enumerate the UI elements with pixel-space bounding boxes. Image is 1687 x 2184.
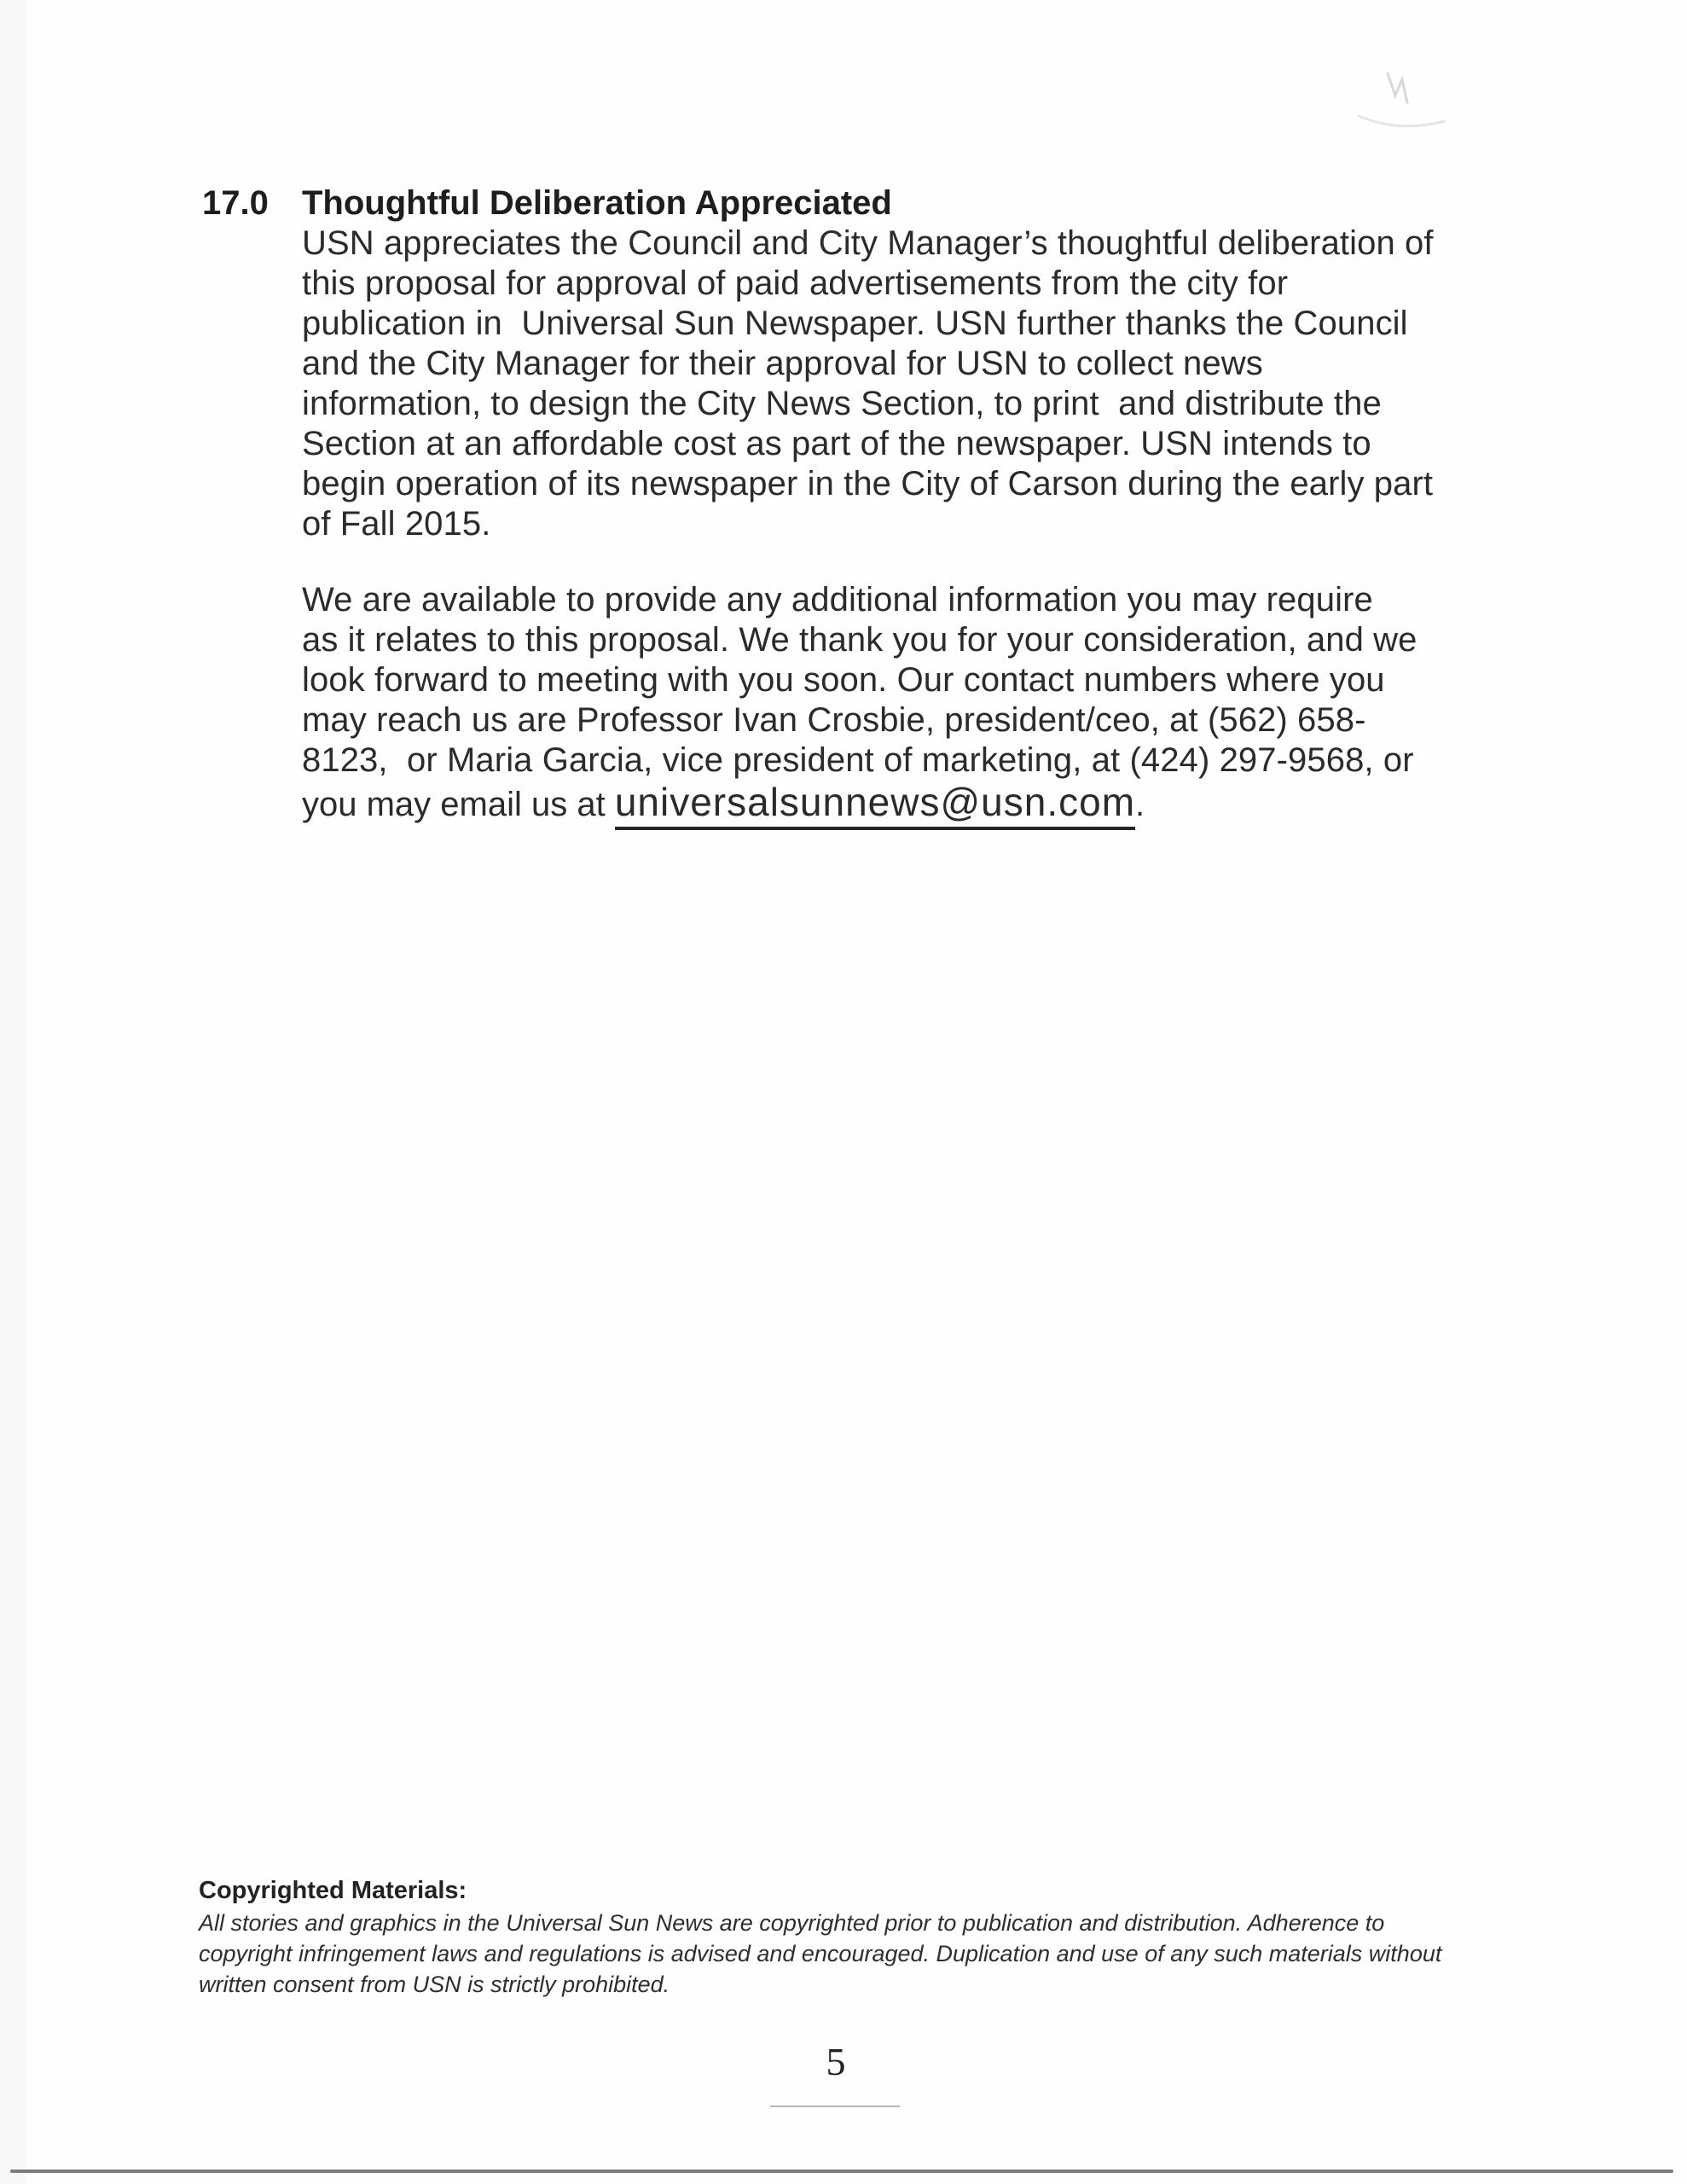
text-line: Section at an affordable cost as part of the newspaper. USN intends to bbox=[302, 425, 1371, 462]
text-line: written consent from USN is strictly prohibited. bbox=[199, 1972, 670, 1997]
section-number: 17.0 bbox=[202, 184, 269, 222]
text-line: of Fall 2015. bbox=[302, 505, 491, 543]
paragraph-1 bbox=[302, 224, 1434, 544]
text-line: information, to design the City News Section, to print and distribute the bbox=[302, 385, 1382, 422]
text-line: USN appreciates the Council and City Manager’s thoughtful deliberation of bbox=[302, 224, 1434, 262]
text-line: this proposal for approval of paid advertisements from the city for bbox=[302, 264, 1289, 302]
copyright-text bbox=[199, 1908, 1444, 2000]
copyright-heading: Copyrighted Materials: bbox=[199, 1877, 467, 1904]
scan-edge-shade bbox=[0, 0, 26, 2184]
copyright-block bbox=[199, 1873, 1444, 2000]
text-line: All stories and graphics in the Universal Sun News are copyrighted prior to publication and distribution. Adherence to bbox=[199, 1910, 1385, 1936]
email-line-suffix: . bbox=[1135, 786, 1145, 823]
text-line: begin operation of its newspaper in the City of Carson during the early part bbox=[302, 465, 1434, 502]
section-heading bbox=[202, 183, 892, 224]
page-number-underline bbox=[770, 2106, 900, 2107]
text-line: We are available to provide any additional information you may require bbox=[302, 581, 1373, 619]
text-line: look forward to meeting with you soon. Our contact numbers where you bbox=[302, 661, 1385, 699]
paragraph-2 bbox=[302, 580, 1417, 781]
email-address: universalsunnews@usn.com bbox=[615, 780, 1135, 830]
text-line: publication in Universal Sun Newspaper. USN further thanks the Council bbox=[302, 305, 1408, 342]
email-line-prefix: you may email us at bbox=[302, 786, 615, 823]
section-title: Thoughtful Deliberation Appreciated bbox=[302, 184, 892, 222]
smudge-mark bbox=[1343, 67, 1454, 143]
text-line: copyright infringement laws and regulations is advised and encouraged. Duplication and use of any such materials without bbox=[199, 1941, 1442, 1966]
text-line: 8123, or Maria Garcia, vice president of marketing, at (424) 297-9568, or bbox=[302, 741, 1414, 779]
text-line: may reach us are Professor Ivan Crosbie, president/ceo, at (562) 658- bbox=[302, 701, 1366, 739]
text-line: and the City Manager for their approval for USN to collect news bbox=[302, 345, 1263, 382]
email-line bbox=[302, 779, 1145, 825]
text-line: as it relates to this proposal. We thank you for your consideration, and we bbox=[302, 621, 1417, 659]
page-number: 5 bbox=[826, 2040, 846, 2083]
bottom-border-line bbox=[10, 2169, 1673, 2173]
